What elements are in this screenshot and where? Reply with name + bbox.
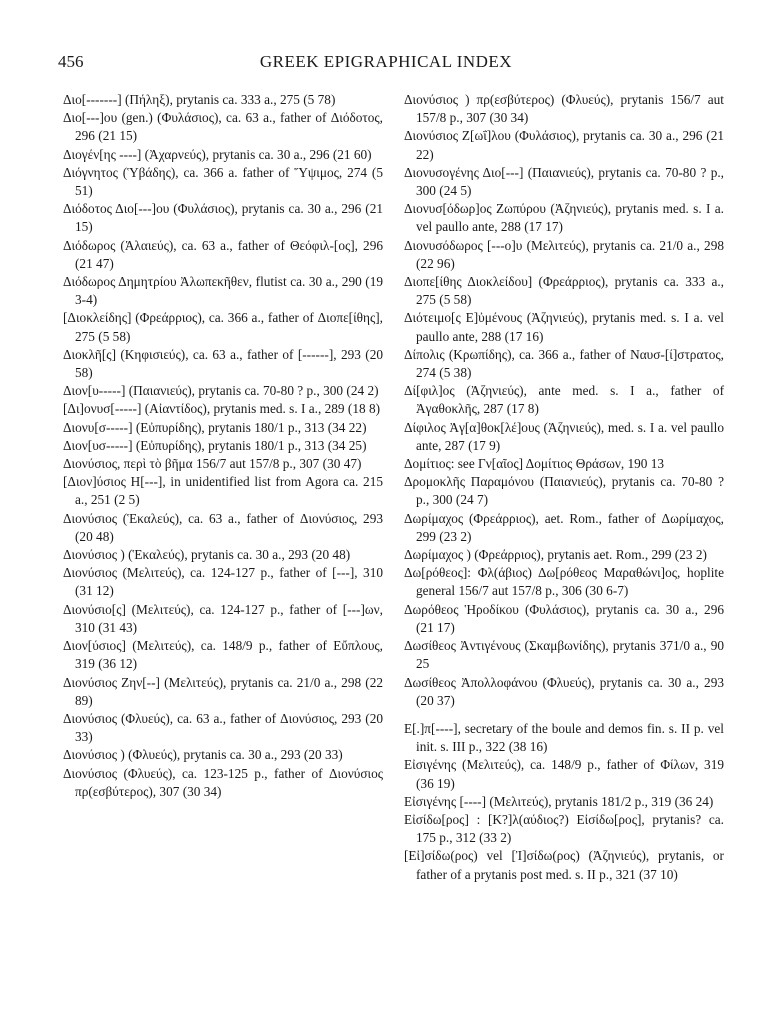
index-entry: Διονύσιος Ζην[--] (Μελιτεύς), prytanis ca. 21/0 a., 298 (22 89) [63,674,383,708]
index-entry: Εἰσιγένης [----] (Μελιτεύς), prytanis 181/2 p., 319 (36 24) [404,793,714,809]
index-entry: Διονύσιος ) (Φλυεύς), prytanis ca. 30 a., 293 (20 33) [63,747,343,763]
index-entry: Δω[ρόθεος]: Φλ(άβιος) Δω[ρόθεος Μαραθώνι]ος, hoplite general 156/7 aut 157/8 p., 306 (30 6-7) [404,565,724,599]
index-entry: Διόδωρος (Ἁλαιεύς), ca. 63 a., father of Θεόφιλ-[ος], 296 (21 47) [63,237,383,271]
index-entry: Διονύσιος ) (Ἑκαλεύς), prytanis ca. 30 a., 293 (20 48) [63,547,351,563]
index-entry: Δίπολις (Κρωπίδης), ca. 366 a., father of Ναυσ-[ί]στρατος, 274 (5 38) [404,346,724,381]
index-entry: Δωρίμαχος ) (Φρεάρριος), prytanis aet. Rom., 299 (23 2) [404,547,707,563]
index-entry: Εἰσίδω[ρος] : [Κ?]λ(αύδιος?) Εἰσίδω[ρος], prytanis? ca. 175 p., 312 (33 2) [404,811,724,846]
index-entry: Διονύσιος (Μελιτεύς), ca. 124-127 p., father of [---], 310 (31 12) [63,565,383,599]
index-entry: Διον[ύσιος] (Μελιτεύς), ca. 148/9 p., father of Εὔπλους, 319 (36 12) [63,638,383,672]
index-entry: [Διον]ύσιος Η[---], in unidentified list from Agora ca. 215 a., 251 (2 5) [63,474,383,508]
index-entry: Διον[υσ-----] (Εὐπυρίδης), prytanis 180/1 p., 313 (34 25) [63,437,367,453]
index-entry: Διόδωρος Δημητρίου Ἀλωπεκῆθεν, flutist ca. 30 a., 290 (19 3-4) [63,274,383,308]
left-column [63,91,383,801]
running-title: GREEK EPIGRAPHICAL INDEX [259,52,513,71]
index-entry: [Δι]ονυσ[-----] (Αἰαντίδος), prytanis med. s. I a., 289 (18 8) [63,401,381,417]
index-entry: Δωρόθεος Ἡροδίκου (Φυλάσιος), prytanis ca. 30 a., 296 (21 17) [404,601,724,635]
index-entry: Διόγνητος (Ὑβάδης), ca. 366 a. father of Ὕψιμος, 274 (5 51) [63,164,383,199]
index-entry: Διο[-------] (Πήληξ), prytanis ca. 333 a., 275 (5 78) [63,92,336,107]
index-entry: Διονυσογένης Διο[---] (Παιανιεύς), prytanis ca. 70-80 ? p., 300 (24 5) [404,164,724,199]
right-column-section-epsilon [404,720,724,884]
index-entry: Δί[φιλ]ος (Ἀζηνιεύς), ante med. s. I a., father of Ἀγαθοκλῆς, 287 (17 8) [404,383,724,417]
index-entry: Δίφιλος Ἀγ[α]θοκ[λέ]ους (Ἀζηνιεύς), med. s. I a. vel paullo ante, 287 (17 9) [404,419,724,453]
index-entry: Διονύσιος (Φλυεύς), ca. 123-125 p., father of Διονύσιος πρ(εσβύτερος), 307 (30 34) [63,765,383,799]
index-entry: Διοκλῆ[ς] (Κηφισιεύς), ca. 63 a., father of [------], 293 (20 58) [63,346,383,381]
index-entry: Διον[υ-----] (Παιανιεύς), prytanis ca. 70-80 ? p., 300 (24 2) [63,383,379,399]
index-entry: Διονυσ[όδωρ]ος Ζωπύρου (Ἀζηνιεύς), prytanis med. s. I a. vel paullo ante, 288 (17 17) [404,201,724,235]
index-entry: [Διοκλείδης] (Φρεάρριος), ca. 366 a., father of Διοπε[ίθης], 275 (5 58) [63,310,383,344]
index-entry: Διονυσόδωρος [---ο]υ (Μελιτεύς), prytanis ca. 21/0 a., 298 (22 96) [404,237,724,271]
index-entry: Διονύσιος (Ἑκαλεύς), ca. 63 a., father of Διονύσιος, 293 (20 48) [63,510,383,544]
index-entry: Διονύσιος (Φλυεύς), ca. 63 a., father of Διονύσιος, 293 (20 33) [63,710,383,745]
right-column [404,91,724,884]
index-entry: Διο[---]ου (gen.) (Φυλάσιος), ca. 63 a., father of Διόδοτος, 296 (21 15) [63,110,383,144]
index-entry: Δομίτιος: see Γν[αῖος] Δομίτιος Θράσων, 190 13 [404,456,665,472]
page-header [58,52,714,80]
index-entry: Διονύσιος ) πρ(εσβύτερος) (Φλυεύς), prytanis 156/7 aut 157/8 p., 307 (30 34) [404,92,724,126]
index-entry: Διοπε[ίθης Διοκλείδου] (Φρεάρριος), prytanis ca. 333 a., 275 (5 58) [404,274,724,308]
index-entry: Εἰσιγένης (Μελιτεύς), ca. 148/9 p., father of Φίλων, 319 (36 19) [404,757,724,791]
index-entry: Δωσίθεος Ἀπολλοφάνου (Φλυεύς), prytanis ca. 30 a., 293 (20 37) [404,674,724,708]
index-entry: Διονύσιος, περὶ τὸ βῆμα 156/7 aut 157/8 p., 307 (30 47) [63,456,362,472]
index-entry: Ε[.]π[----], secretary of the boule and demos fin. s. II p. vel init. s. III p., 322 (38 16) [404,720,724,755]
index-entry: Διονύσιο[ς] (Μελιτεύς), ca. 124-127 p., father of [---]ων, 310 (31 43) [63,601,383,635]
index-entry: Διόδοτος Διο[---]ου (Φυλάσιος), prytanis ca. 30 a., 296 (21 15) [63,201,383,235]
page-number: 456 [58,52,84,71]
index-entry: Διονυ[σ-----] (Εὐπυρίδης), prytanis 180/1 p., 313 (34 22) [63,419,367,435]
index-entry: [Εἰ]σίδω(ρος) vel [Ἰ]σίδω(ρος) (Ἀζηνιεύς), prytanis, or father of a prytanis post med. s. II p., 321 (37 10) [404,848,724,882]
index-entry: Διονύσιος Ζ[ωΐ]λου (Φυλάσιος), prytanis ca. 30 a., 296 (21 22) [404,128,724,162]
section-gap [404,710,724,720]
right-column-section-delta [404,91,724,710]
index-entry: Διογέν[ης ----] (Ἀχαρνεύς), prytanis ca. 30 a., 296 (21 60) [63,146,372,162]
index-entry: Δρομοκλῆς Παραμόνου (Παιανιεύς), prytanis ca. 70-80 ? p., 300 (24 7) [404,474,724,508]
index-entry: Δωρίμαχος (Φρεάρριος), aet. Rom., father of Δωρίμαχος, 299 (23 2) [404,510,724,544]
index-entry: Διότειμο[ς Ε]ὐμένους (Ἀζηνιεύς), prytanis med. s. I a. vel paullo ante, 288 (17 16) [404,310,724,344]
index-entry: Δωσίθεος Ἀντιγένους (Σκαμβωνίδης), prytanis 371/0 a., 90 25 [404,638,724,672]
